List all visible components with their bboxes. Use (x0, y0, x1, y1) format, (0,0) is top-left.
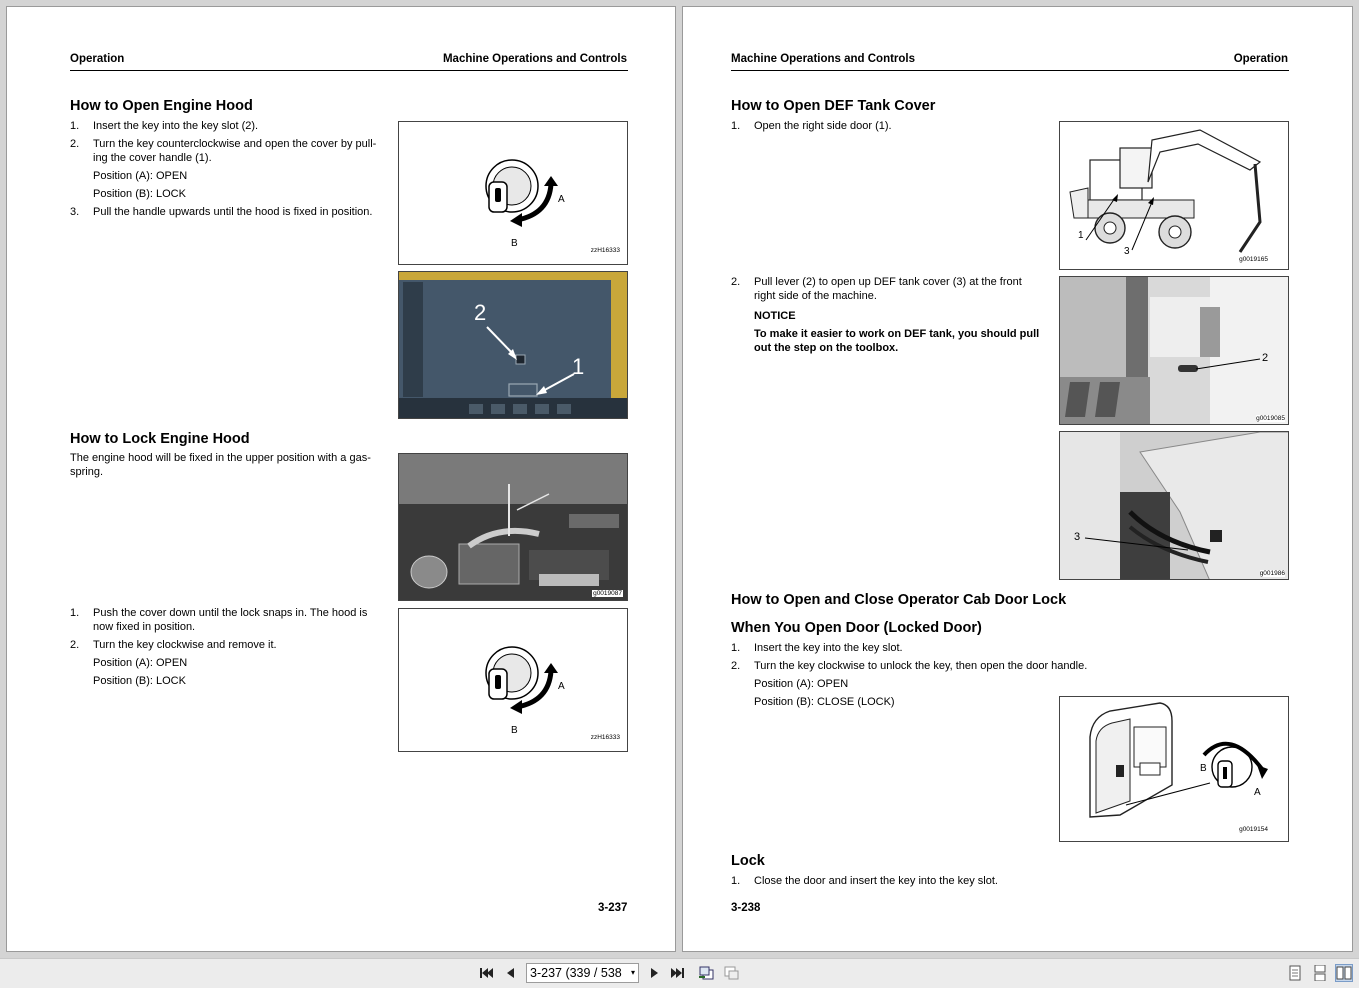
engine-hood-photo (398, 271, 628, 419)
def-cover-photo (1059, 431, 1289, 580)
step-text: Open the right side door (1). (754, 120, 892, 132)
step-number: 2. (70, 639, 80, 651)
excavator-diagram-figure (1059, 121, 1289, 270)
go-back-icon[interactable] (697, 965, 713, 981)
intro-text: The engine hood will be fixed in the upper position with a gas- (70, 452, 371, 464)
subsection-title-open-door: When You Open Door (Locked Door) (731, 620, 982, 636)
step-number: 1. (731, 120, 741, 132)
step-text: ing the cover handle (1). (93, 152, 212, 164)
label-1: 1 (572, 354, 585, 379)
running-header-left: Operation (70, 53, 125, 65)
step-number: 1. (731, 875, 741, 887)
running-header-left: Machine Operations and Controls (731, 53, 916, 65)
continuous-view-icon[interactable] (1312, 965, 1328, 981)
position-b-text: Position (B): LOCK (93, 188, 186, 200)
first-page-icon[interactable] (478, 965, 494, 981)
key-diagram-figure (398, 121, 628, 265)
step-text: Turn the key counterclockwise and open the cover by pull- (93, 138, 377, 150)
engine-gas-spring-photo (398, 453, 628, 601)
step-text: Turn the key clockwise to unlock the key, then open the door handle. (754, 660, 1088, 672)
label-3: 3 (1124, 246, 1130, 257)
step-number: 3. (70, 206, 80, 218)
position-a-text: Position (A): OPEN (93, 657, 188, 669)
section-title-open-engine-hood: How to Open Engine Hood (70, 98, 253, 114)
step-text: Insert the key into the key slot. (754, 642, 903, 654)
chevron-down-icon[interactable]: ▾ (630, 968, 635, 977)
step-number: 2. (731, 276, 741, 288)
cab-door-illustration (1060, 697, 1289, 842)
header-rule (731, 70, 1289, 71)
notice-heading: NOTICE (754, 310, 796, 322)
figure-code: g0019087 (593, 590, 622, 597)
position-b-text: Position (B): CLOSE (LOCK) (754, 696, 895, 708)
step-number: 1. (731, 642, 741, 654)
figure-code: g0019154 (1239, 826, 1268, 833)
page-number: 3-238 (731, 902, 761, 914)
label-3: 3 (1074, 531, 1081, 543)
figure-code: g0019085 (1256, 415, 1285, 422)
go-forward-icon[interactable] (723, 965, 739, 981)
step-text: Close the door and insert the key into the key slot. (754, 875, 998, 887)
step-number: 1. (70, 607, 80, 619)
page-number-value: 3-237 (339 / 538 (530, 966, 622, 980)
lever-photo-illustration (1060, 277, 1289, 425)
position-b-text: Position (B): LOCK (93, 675, 186, 687)
engine-photo-illustration (399, 454, 628, 601)
step-text: now fixed in position. (93, 621, 196, 633)
position-a-text: Position (A): OPEN (93, 170, 188, 182)
figure-code: g0019165 (1239, 256, 1268, 263)
single-page-view-icon[interactable] (1287, 965, 1303, 981)
label-1: 1 (1078, 230, 1084, 241)
header-rule (70, 70, 628, 71)
notice-text: To make it easier to work on DEF tank, you should pull (754, 328, 1040, 340)
label-2: 2 (1262, 352, 1269, 364)
key-diagram-figure (398, 608, 628, 752)
step-number: 1. (70, 120, 80, 132)
step-text: Turn the key clockwise and remove it. (93, 639, 277, 651)
label-2: 2 (474, 300, 487, 325)
label-b: B (511, 725, 518, 736)
last-page-icon[interactable] (670, 965, 686, 981)
label-a: A (558, 194, 565, 205)
figure-code: g001986 (1259, 570, 1285, 577)
step-text: Push the cover down until the lock snaps in. The hood is (93, 607, 368, 619)
prev-page-icon[interactable] (503, 965, 519, 981)
excavator-illustration (1060, 122, 1289, 270)
step-text: Insert the key into the key slot (2). (93, 120, 259, 132)
step-number: 2. (70, 138, 80, 150)
document-page-left (6, 6, 676, 952)
figure-code: zzH16333 (590, 247, 620, 254)
def-lever-photo (1059, 276, 1289, 425)
section-title-cab-door-lock: How to Open and Close Operator Cab Door Lock (731, 592, 1067, 608)
intro-text: spring. (70, 466, 104, 478)
two-page-view-icon[interactable] (1336, 965, 1352, 981)
label-b: B (511, 238, 518, 249)
step-text: Pull the handle upwards until the hood is fixed in position. (93, 206, 373, 218)
step-text: right side of the machine. (754, 290, 877, 302)
running-header-right: Machine Operations and Controls (442, 53, 627, 65)
hood-photo-illustration (399, 272, 628, 419)
label-b: B (1200, 763, 1207, 774)
section-title-def-tank: How to Open DEF Tank Cover (731, 98, 936, 114)
label-a: A (1254, 787, 1261, 798)
figure-code: zzH16333 (590, 734, 620, 741)
section-title-lock: Lock (731, 853, 765, 869)
page-number-input[interactable] (526, 963, 639, 983)
def-cover-photo-illustration (1060, 432, 1289, 580)
bottom-navigation-toolbar (0, 958, 1359, 988)
next-page-icon[interactable] (646, 965, 662, 981)
step-number: 2. (731, 660, 741, 672)
position-a-text: Position (A): OPEN (754, 678, 849, 690)
page-number: 3-237 (598, 902, 628, 914)
section-title-lock-engine-hood: How to Lock Engine Hood (70, 431, 250, 447)
notice-text: out the step on the toolbox. (754, 342, 899, 354)
step-text: Pull lever (2) to open up DEF tank cover (3) at the front (754, 276, 1022, 288)
document-page-right (682, 6, 1353, 952)
cab-door-diagram (1059, 696, 1289, 842)
label-a: A (558, 681, 565, 692)
running-header-right: Operation (1233, 53, 1288, 65)
